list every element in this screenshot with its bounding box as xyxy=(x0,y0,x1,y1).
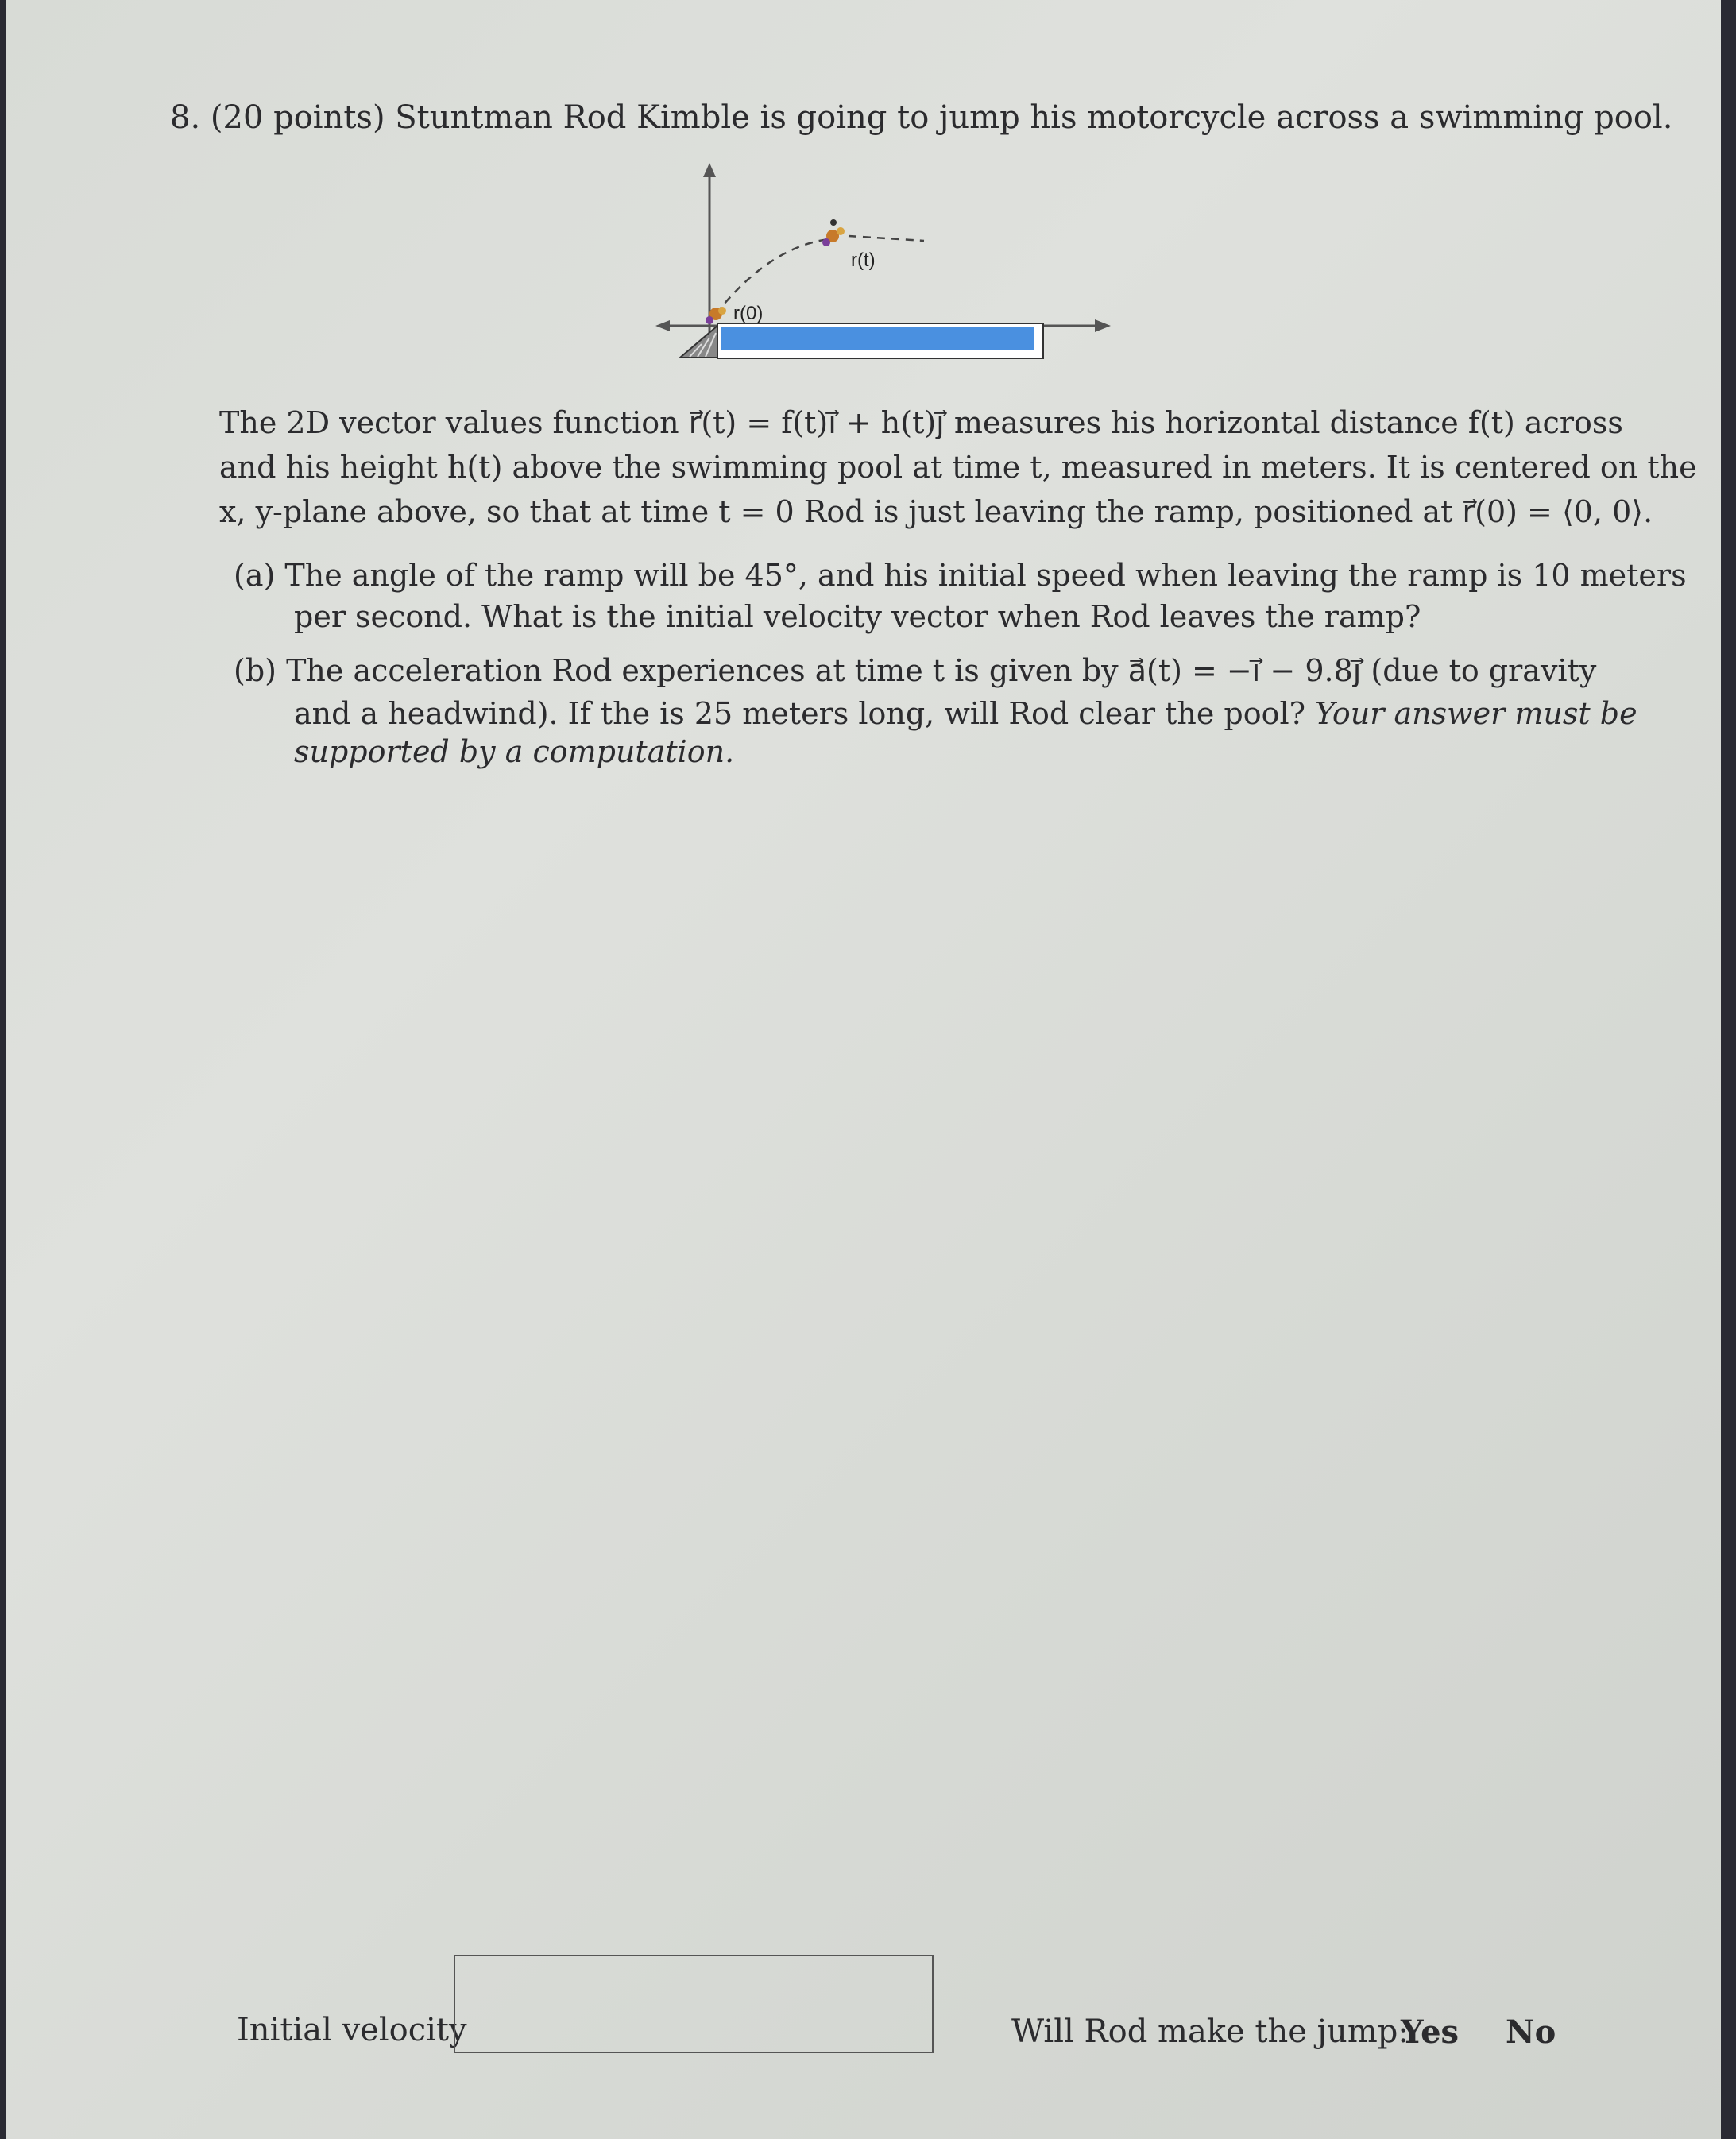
part-b-line-2 xyxy=(294,694,1637,733)
question-intro: Stuntman Rod Kimble is going to jump his motorcycle across a swimming pool. xyxy=(395,99,1673,136)
part-a-line-1 xyxy=(234,556,1687,594)
y-axis-arrow-icon xyxy=(703,163,716,177)
rider-airborne-icon xyxy=(822,219,845,246)
body-line-2: and his height h(t) above the swimming pool at time t, measured in meters. It is centered on the xyxy=(219,450,1697,485)
worksheet-page xyxy=(6,0,1721,2139)
part-a-text: The angle of the ramp will be 45°, and his initial speed when leaving the ramp is 10 meters xyxy=(284,558,1687,593)
part-a-line-2: per second. What is the initial velocity vector when Rod leaves the ramp? xyxy=(294,599,1421,634)
question-number: 8. xyxy=(170,99,201,136)
initial-velocity-answer-box[interactable] xyxy=(454,1955,934,2053)
label-rt: r(t) xyxy=(851,249,876,271)
body-line-3: x, y-plane above, so that at time t = 0 Rod is just leaving the ramp, positioned at r⃗(0) = ⟨0, 0⟩. xyxy=(219,494,1653,529)
part-a-label: (a) xyxy=(234,558,276,593)
body-line-1: The 2D vector values function r⃗(t) = f(t)ı⃗ + h(t)ȷ⃗ measures his horizontal distance f(t) across xyxy=(219,405,1623,440)
jump-question-label: Will Rod make the jump: xyxy=(1011,2013,1409,2050)
label-r0: r(0) xyxy=(733,303,764,324)
part-b-line-1 xyxy=(234,652,1596,690)
part-b-label: (b) xyxy=(234,653,276,688)
question-points: (20 points) xyxy=(210,99,385,136)
question-heading xyxy=(170,99,1672,137)
initial-velocity-label: Initial velocity xyxy=(237,2012,467,2048)
part-b-text: The acceleration Rod experiences at time t is given by a⃗(t) = −ı⃗ − 9.8ȷ⃗ (due to gravity xyxy=(286,653,1597,688)
x-axis-left-arrow-icon xyxy=(655,320,670,331)
x-axis-arrow-icon xyxy=(1095,319,1111,332)
option-no[interactable]: No xyxy=(1506,2013,1556,2051)
part-b-emphasis-2: supported by a computation. xyxy=(294,734,735,769)
option-yes[interactable]: Yes xyxy=(1401,2013,1460,2051)
pool-water xyxy=(721,327,1034,350)
part-b-text-2: and a headwind). If the is 25 meters long, will Rod clear the pool? xyxy=(294,696,1306,731)
part-b-emphasis-1: Your answer must be xyxy=(1315,696,1637,731)
pool-jump-diagram xyxy=(654,163,1115,369)
